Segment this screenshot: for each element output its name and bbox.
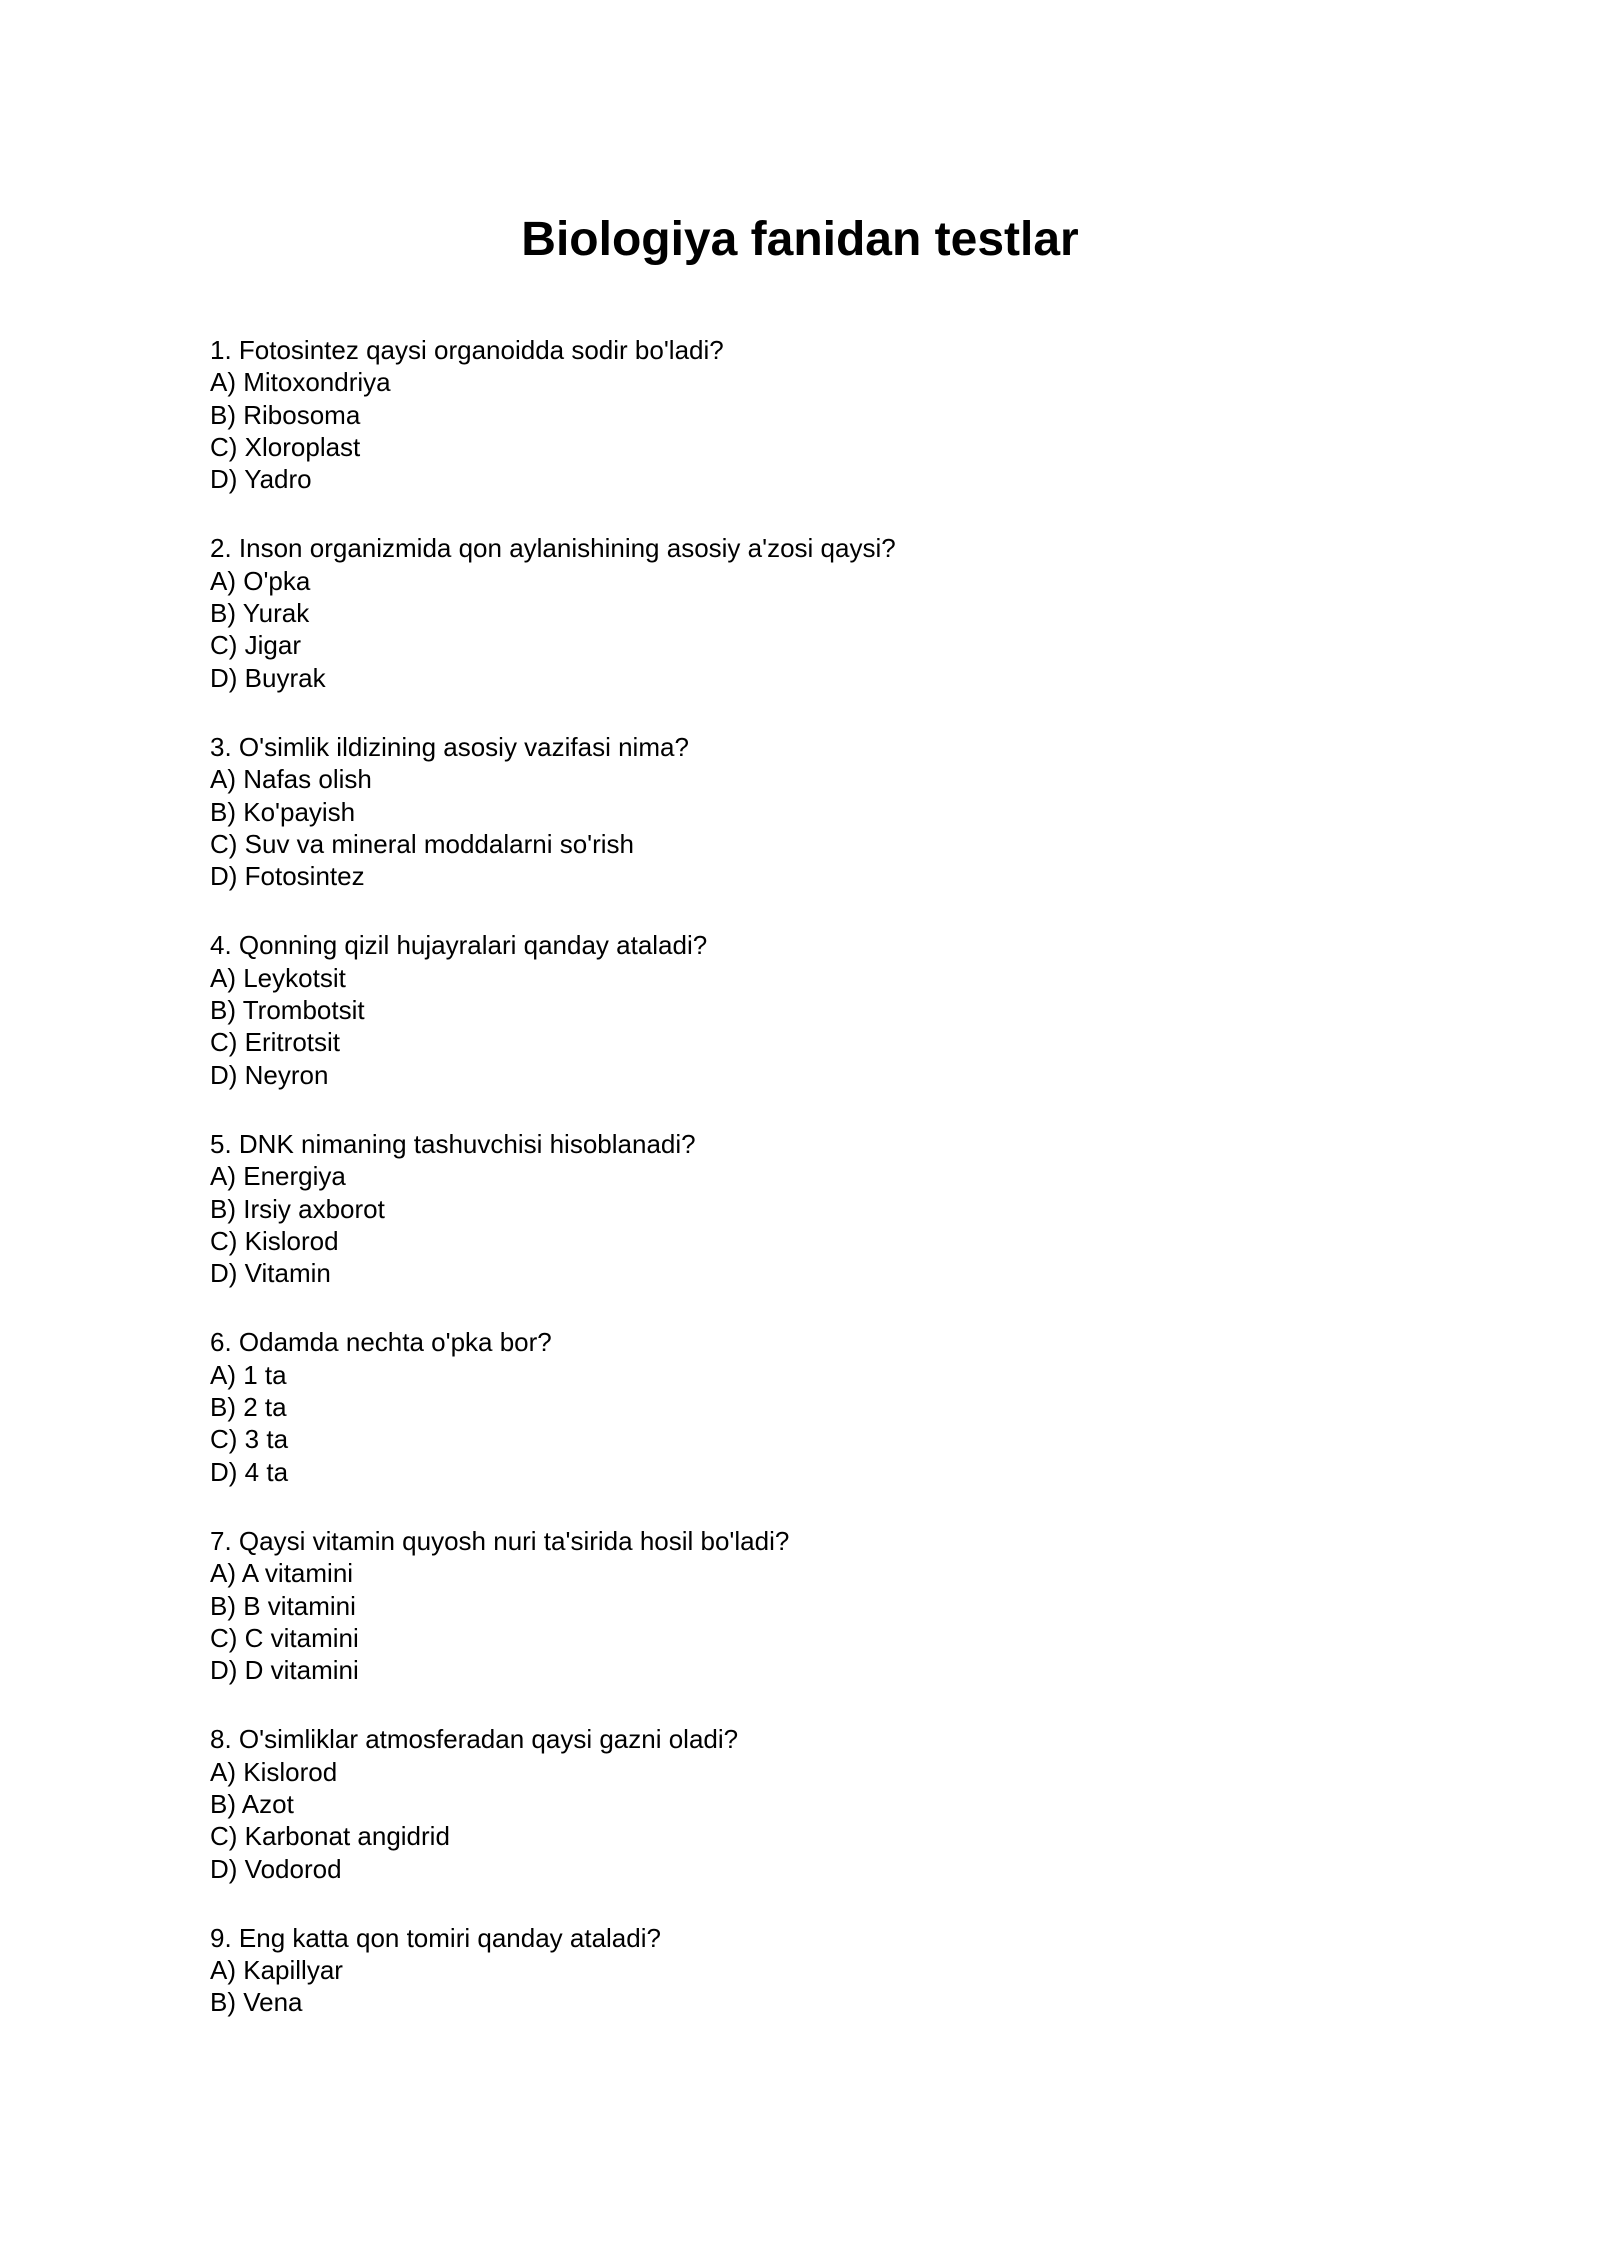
answer-option: A) Kislorod [210,1756,338,1787]
answer-option: D) Vitamin [210,1258,331,1289]
answer-option: A) Kapillyar [210,1955,343,1986]
question-text: 9. Eng katta qon tomiri qanday ataladi? [210,1922,661,1953]
answer-option: A) 1 ta [210,1359,287,1390]
page-title: Biologiya fanidan testlar [521,213,1079,266]
answer-option: B) Irsiy axborot [210,1193,385,1224]
answer-option: B) B vitamini [210,1590,356,1621]
answer-option: C) Karbonat angidrid [210,1821,450,1852]
answer-option: C) Suv va mineral moddalarni so'rish [210,828,635,859]
answer-option: D) Yadro [210,464,312,495]
question-block [210,1326,1410,1487]
question-text: 8. O'simliklar atmosferadan qaysi gazni oladi? [210,1724,739,1755]
answer-option: C) Eritrotsit [210,1027,340,1058]
question-text: 2. Inson organizmida qon aylanishining asosiy a'zosi qaysi? [210,533,896,564]
answer-option: A) O'pka [210,565,311,596]
answer-option: C) C vitamini [210,1622,359,1653]
answer-option: B) Ribosoma [210,399,361,430]
answer-option: D) Vodorod [210,1853,342,1884]
answer-option: B) Ko'payish [210,796,356,827]
question-block [210,1922,1410,2019]
question-text: 3. O'simlik ildizining asosiy vazifasi nima? [210,731,689,762]
answer-option: B) Azot [210,1788,294,1819]
answer-option: C) 3 ta [210,1424,289,1455]
answer-option: D) Neyron [210,1059,329,1090]
question-text: 5. DNK nimaning tashuvchisi hisoblanadi? [210,1128,696,1159]
answer-option: B) Yurak [210,598,310,629]
answer-option: C) Xloroplast [210,431,361,462]
question-block [210,929,1410,1090]
question-block [210,1525,1410,1686]
question-block [210,334,1410,495]
question-text: 7. Qaysi vitamin quyosh nuri ta'sirida hosil bo'ladi? [210,1525,790,1556]
question-text: 6. Odamda nechta o'pka bor? [210,1327,552,1358]
question-block [210,532,1410,693]
question-text: 1. Fotosintez qaysi organoidda sodir bo'ladi? [210,335,724,365]
answer-option: B) Vena [210,1987,303,2018]
answer-option: C) Jigar [210,630,302,661]
answer-option: A) Nafas olish [210,764,372,795]
answer-option: A) Energiya [210,1161,346,1192]
answer-option: B) 2 ta [210,1392,287,1423]
question-block [210,1128,1410,1289]
answer-option: A) A vitamini [210,1558,354,1589]
answer-option: D) 4 ta [210,1456,289,1487]
answer-option: D) Buyrak [210,662,326,693]
question-list [210,334,1410,2056]
answer-option: D) Fotosintez [210,861,365,892]
question-block [210,731,1410,892]
question-text: 4. Qonning qizil hujayralari qanday ataladi? [210,930,708,961]
answer-option: A) Leykotsit [210,962,346,993]
answer-option: B) Trombotsit [210,995,365,1026]
answer-option: C) Kislorod [210,1225,339,1256]
question-block [210,1723,1410,1884]
answer-option: A) Mitoxondriya [210,367,391,398]
answer-option: D) D vitamini [210,1655,359,1686]
